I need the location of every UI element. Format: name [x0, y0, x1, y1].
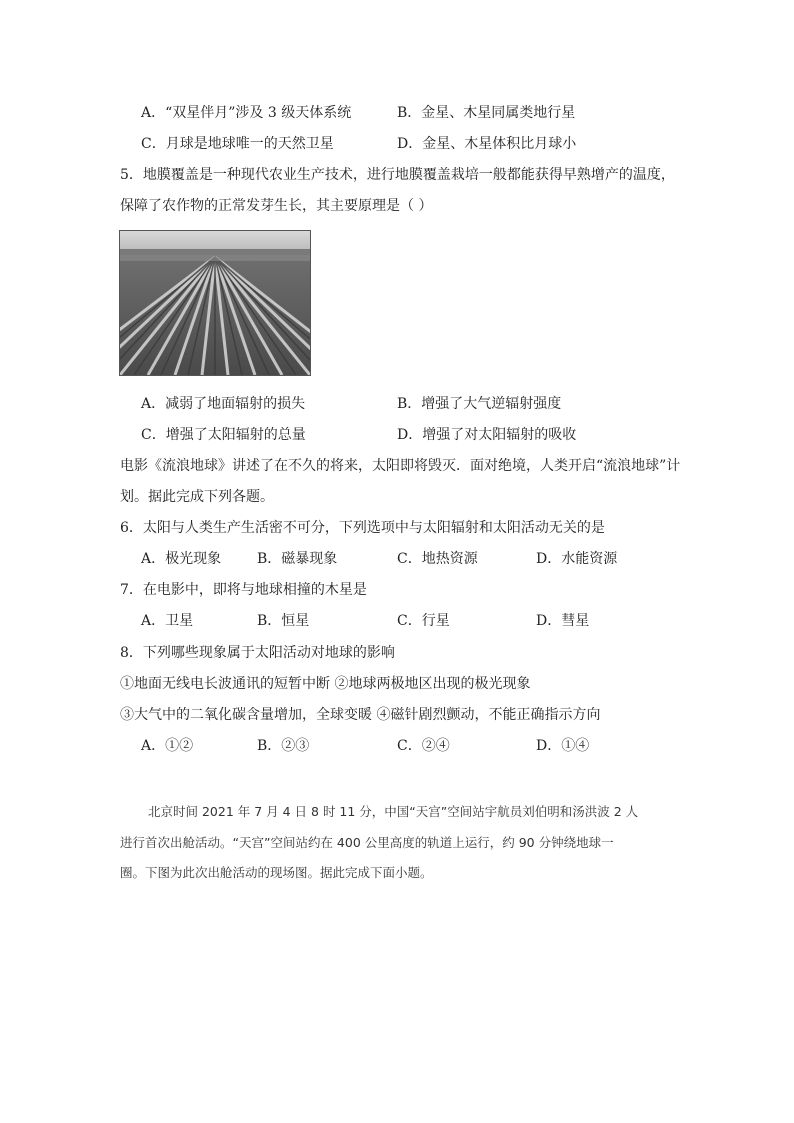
q8-items-line1: ①地面无线电长波通讯的短暂中断 ②地球两极地区出现的极光现象	[120, 676, 531, 692]
q8-option-d: D．①④	[536, 738, 590, 754]
q4-option-b: B．金星、木星同属类地行星	[397, 105, 576, 121]
q6-stem: 6．太阳与人类生产生活密不可分，下列选项中与太阳辐射和太阳活动无关的是	[120, 520, 605, 536]
q5-option-a: A．减弱了地面辐射的损失	[141, 396, 306, 412]
q6-option-b: B．磁暴现象	[257, 551, 338, 567]
q8-items-line2: ③大气中的二氧化碳含量增加，全球变暖 ④磁针剧烈颤动，不能正确指示方向	[120, 707, 601, 723]
q6-option-c: C．地热资源	[397, 551, 478, 567]
q5-option-b: B．增强了大气逆辐射强度	[397, 396, 562, 412]
q8-option-b: B．②③	[257, 738, 310, 754]
intro-line2: 划。据此完成下列各题。	[120, 489, 274, 505]
q4-option-a: A．“双星伴月”涉及 3 级天体系统	[141, 105, 352, 121]
q7-option-b: B．恒星	[257, 613, 310, 629]
q7-option-a: A．卫星	[141, 613, 194, 629]
q5-stem-line2: 保障了农作物的正常发芽生长，其主要原理是（ ）	[120, 198, 433, 214]
q7-option-d: D．彗星	[536, 613, 590, 629]
q7-stem: 7．在电影中，即将与地球相撞的木星是	[120, 582, 367, 598]
q6-option-d: D．水能资源	[536, 551, 618, 567]
q5-stem-line1: 5．地膜覆盖是一种现代农业生产技术，进行地膜覆盖栽培一般都能获得早熟增产的温度，	[120, 167, 675, 183]
intro-line1: 电影《流浪地球》讲述了在不久的将来，太阳即将毁灭．面对绝境，人类开启“流浪地球”计	[120, 458, 681, 474]
q7-option-c: C．行星	[397, 613, 450, 629]
q5-option-c: C．增强了太阳辐射的总量	[141, 427, 306, 443]
q8-option-a: A．①②	[141, 738, 194, 754]
q6-option-a: A．极光现象	[141, 551, 222, 567]
q8-option-c: C．②④	[397, 738, 450, 754]
plastic-mulch-field-photo	[119, 230, 311, 376]
passage-line2: 进行首次出舱活动。“天宫”空间站约在 400 公里高度的轨道上运行，约 90 分钟绕地球一	[120, 835, 614, 850]
q5-option-d: D．增强了对太阳辐射的吸收	[397, 427, 577, 443]
q8-stem: 8．下列哪些现象属于太阳活动对地球的影响	[120, 645, 395, 661]
passage-line1: 北京时间 2021 年 7 月 4 日 8 时 11 分，中国“天宫”空间站宇航员刘伯明和汤洪波 2 人	[148, 804, 639, 819]
q4-option-c: C．月球是地球唯一的天然卫星	[141, 136, 334, 152]
passage-line3: 圈。下图为此次出舱活动的现场图。据此完成下面小题。	[120, 865, 433, 880]
q4-option-d: D．金星、木星体积比月球小	[397, 136, 577, 152]
